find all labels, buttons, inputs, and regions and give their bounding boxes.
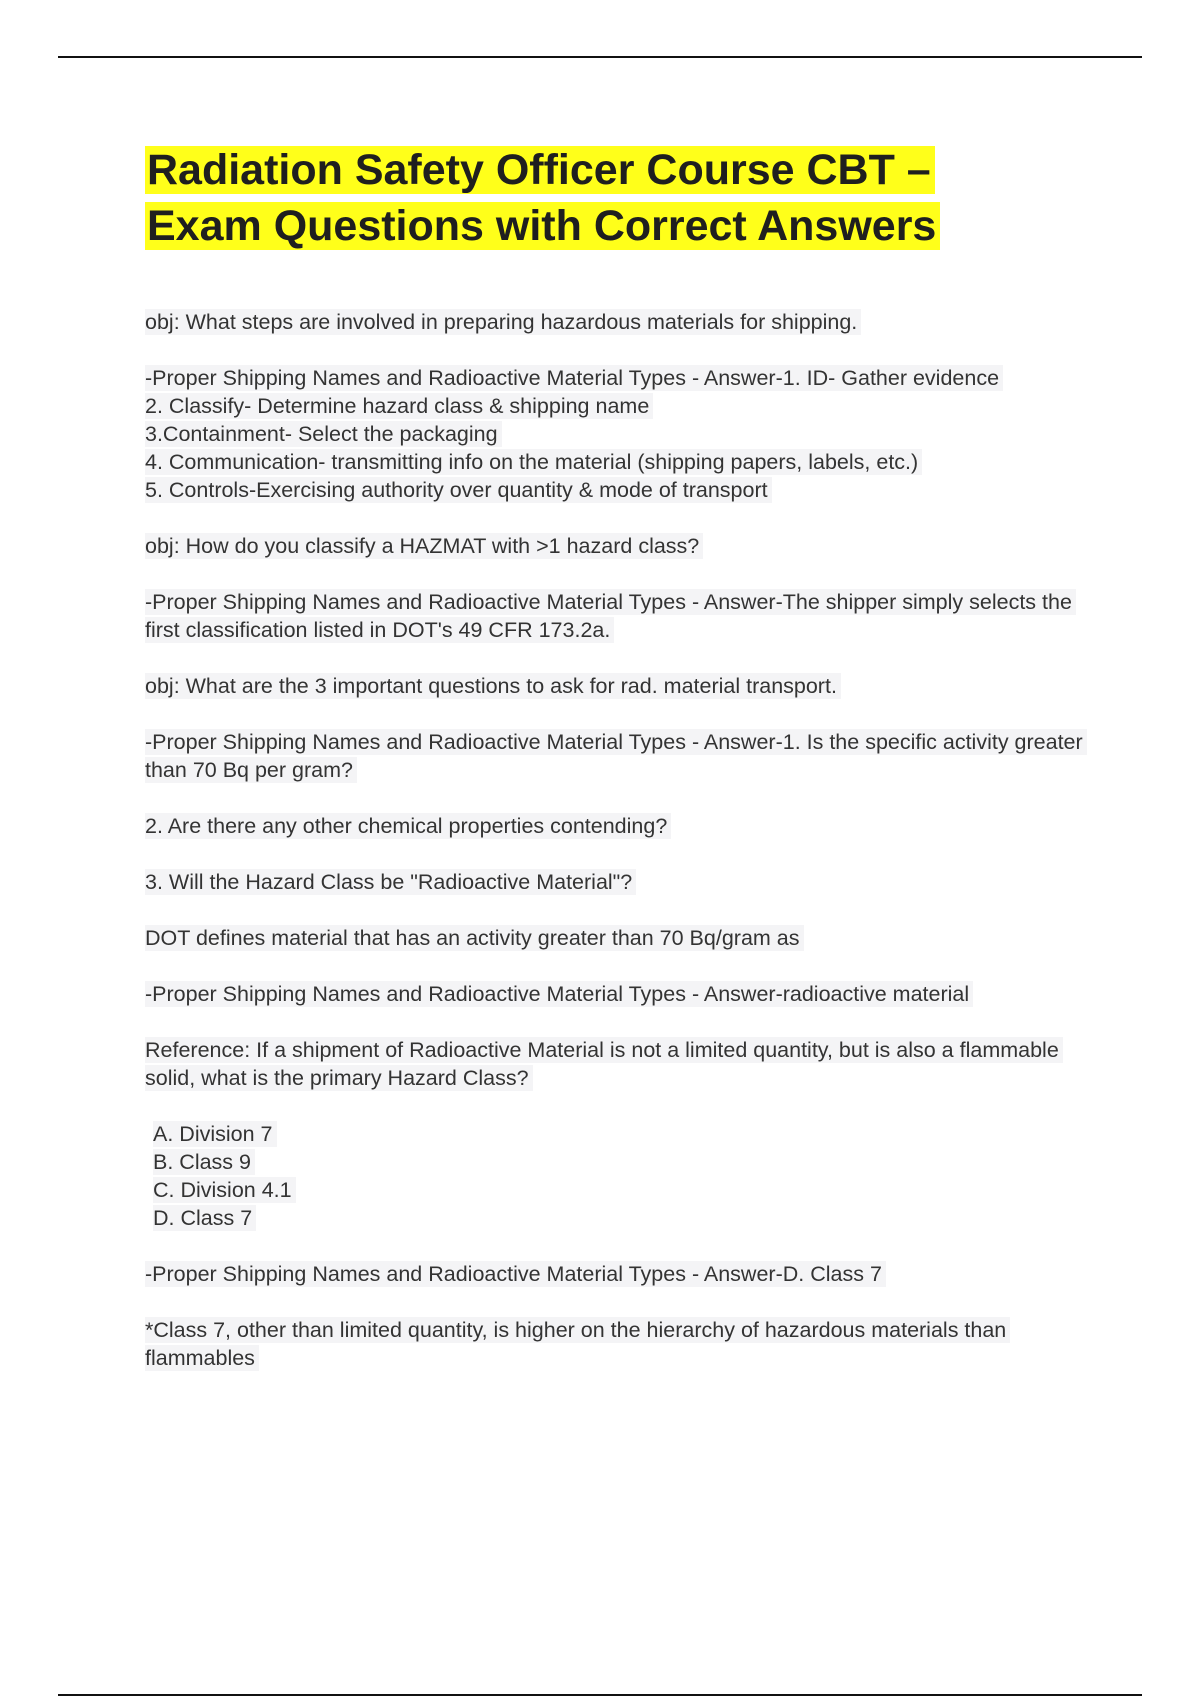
option-b: B. Class 9 — [153, 1149, 255, 1175]
question-4-text: DOT defines material that has an activity greater than 70 Bq/gram as — [145, 925, 804, 951]
question-3-text: obj: What are the 3 important questions to ask for rad. material transport. — [145, 673, 841, 699]
answer-1-line: 2. Classify- Determine hazard class & shipping name — [145, 393, 653, 419]
question-5 — [145, 1036, 1085, 1092]
bottom-rule — [58, 1694, 1142, 1696]
top-rule — [58, 56, 1142, 58]
answer-1-line: -Proper Shipping Names and Radioactive Material Types - Answer-1. ID- Gather evidence — [145, 365, 1003, 391]
question-2 — [145, 532, 1085, 560]
question-1-text: obj: What steps are involved in preparing hazardous materials for shipping. — [145, 309, 861, 335]
question-3 — [145, 672, 1085, 700]
answer-3 — [145, 728, 1085, 784]
answer-1-line: 5. Controls-Exercising authority over quantity & mode of transport — [145, 477, 772, 503]
answer-4-text: -Proper Shipping Names and Radioactive Material Types - Answer-radioactive material — [145, 981, 973, 1007]
question-5-text: Reference: If a shipment of Radioactive Material is not a limited quantity, but is also a flammable solid, what is the primary Hazard Class? — [145, 1037, 1063, 1091]
question-4 — [145, 924, 1085, 952]
answer-1-line: 3.Containment- Select the packaging — [145, 421, 502, 447]
answer-5-text: -Proper Shipping Names and Radioactive Material Types - Answer-D. Class 7 — [145, 1261, 886, 1287]
answer-1 — [145, 364, 1085, 504]
option-d: D. Class 7 — [153, 1205, 256, 1231]
document-title — [145, 142, 1085, 254]
answer-3-part-3 — [145, 868, 1085, 896]
question-2-text: obj: How do you classify a HAZMAT with >1 hazard class? — [145, 533, 703, 559]
answer-3-part-2-text: 2. Are there any other chemical properties contending? — [145, 813, 671, 839]
title-line-2: Exam Questions with Correct Answers — [145, 202, 940, 250]
answer-3-part-2 — [145, 812, 1085, 840]
answer-5-note — [145, 1316, 1085, 1372]
answer-1-line: 4. Communication- transmitting info on the material (shipping papers, labels, etc.) — [145, 449, 922, 475]
option-a: A. Division 7 — [153, 1121, 277, 1147]
answer-5-note-text: *Class 7, other than limited quantity, is higher on the hierarchy of hazardous materials than flammables — [145, 1317, 1010, 1371]
question-1 — [145, 308, 1085, 336]
question-5-options — [145, 1120, 1085, 1232]
answer-3-part-3-text: 3. Will the Hazard Class be "Radioactive Material"? — [145, 869, 636, 895]
option-c: C. Division 4.1 — [153, 1177, 296, 1203]
answer-5 — [145, 1260, 1085, 1288]
title-line-1: Radiation Safety Officer Course CBT – — [145, 146, 935, 194]
answer-2-text: -Proper Shipping Names and Radioactive Material Types - Answer-The shipper simply selects the first classification listed in DOT's 49 CFR 173.2a. — [145, 589, 1076, 643]
answer-2 — [145, 588, 1085, 644]
answer-3-text: -Proper Shipping Names and Radioactive Material Types - Answer-1. Is the specific activity greater than 70 Bq per gram? — [145, 729, 1087, 783]
document-body — [145, 142, 1085, 1400]
answer-4 — [145, 980, 1085, 1008]
